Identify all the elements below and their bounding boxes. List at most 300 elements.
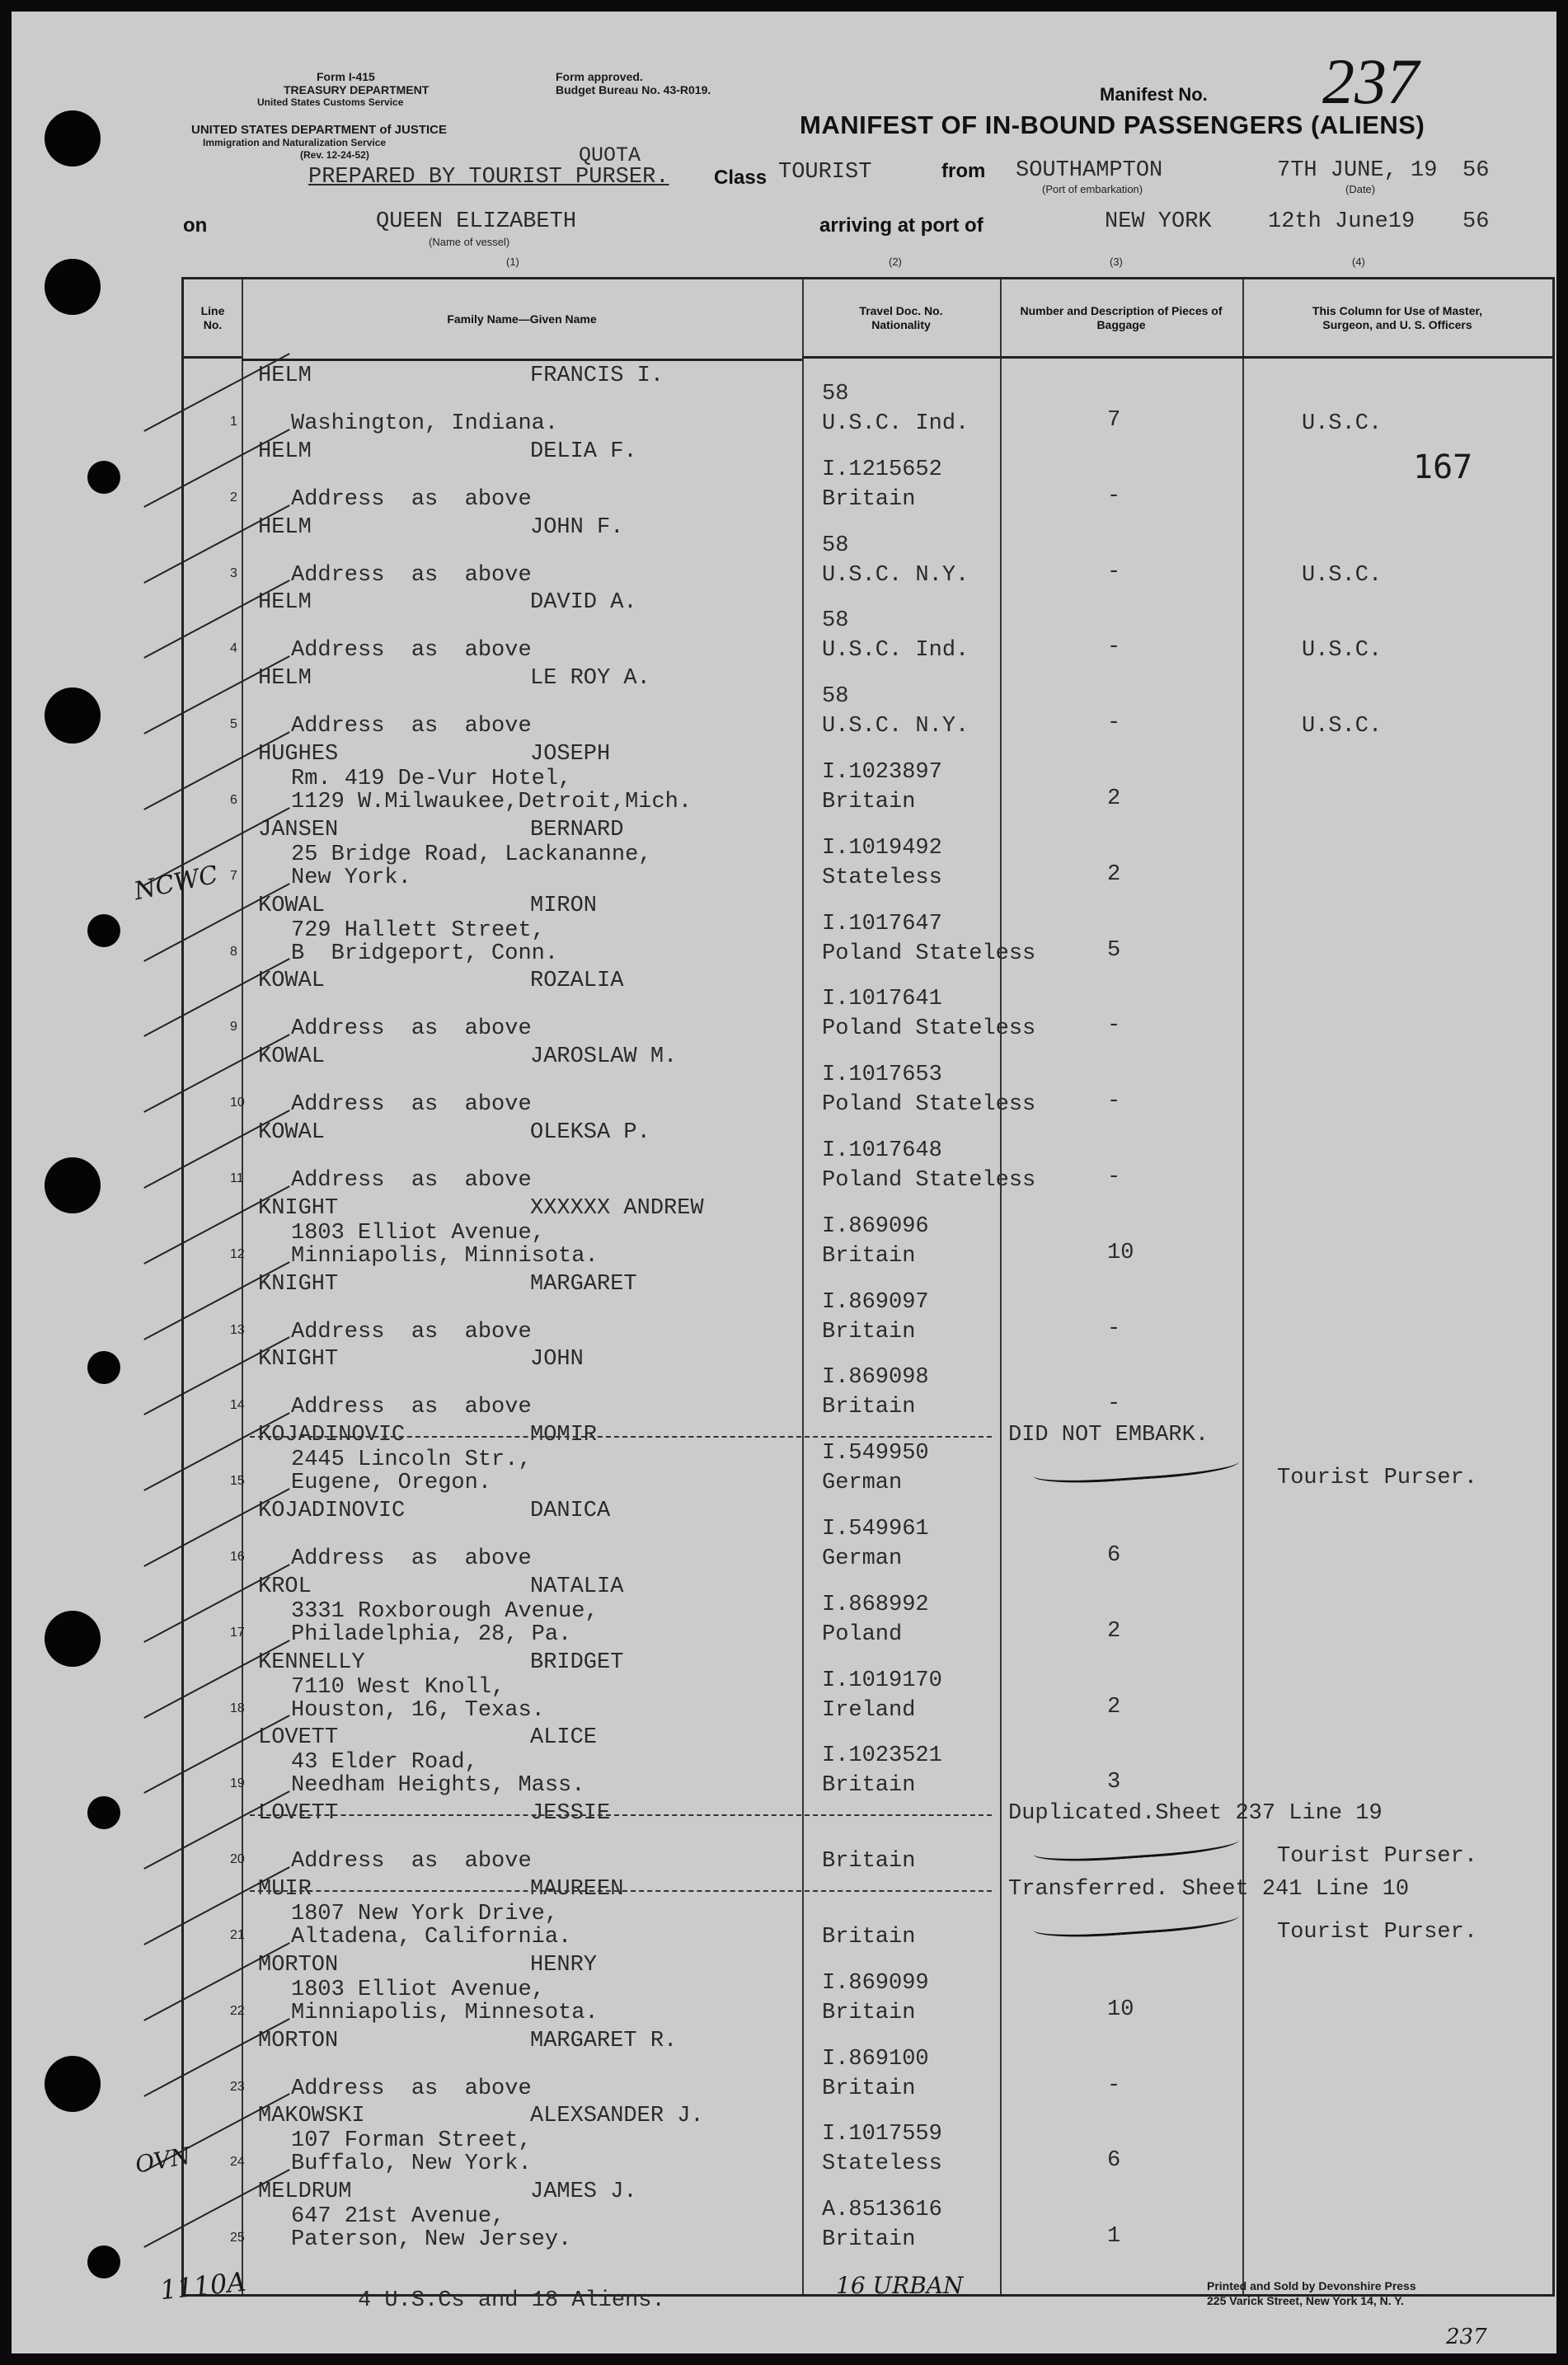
- travel-doc-number: 58: [822, 533, 849, 558]
- check-mark: [143, 731, 290, 810]
- form-number: Form I-415: [317, 70, 375, 83]
- line-number: 22: [230, 2003, 245, 2018]
- given-name: MIRON: [530, 893, 598, 918]
- family-name: KOWAL: [258, 1044, 326, 1070]
- baggage: -: [1107, 1165, 1121, 1190]
- address-line-1: 1803 Elliot Avenue,: [291, 1977, 545, 2002]
- address-line-2: Minniapolis, Minnisota.: [291, 1243, 599, 1269]
- travel-doc-number: I.1017647: [822, 911, 942, 936]
- address-line-2: B Bridgeport, Conn.: [291, 941, 559, 966]
- binder-hole: [87, 2245, 120, 2278]
- address-line-2: 1129 W.Milwaukee,Detroit,Mich.: [291, 790, 692, 814]
- given-name: BRIDGET: [530, 1649, 624, 1675]
- handwritten-ovn: OVN: [133, 2142, 193, 2179]
- family-name: HELM: [258, 666, 312, 692]
- table-row: [184, 587, 1552, 662]
- family-name: KOJADINOVIC: [258, 1499, 406, 1523]
- given-name: JOHN F.: [530, 514, 624, 540]
- line-number: 2: [230, 490, 237, 504]
- travel-doc-number: I.1019170: [822, 1668, 942, 1693]
- baggage: Transferred. Sheet 241 Line 10: [1008, 1877, 1410, 1902]
- table-row: [184, 1798, 1552, 1873]
- manifest-number: 237: [1322, 45, 1419, 117]
- arrival-port: NEW YORK: [1105, 209, 1212, 234]
- table-row: [184, 360, 1552, 435]
- family-name: HELM: [258, 364, 312, 388]
- nationality: Britain: [822, 2000, 916, 2025]
- baggage: -: [1107, 2072, 1121, 2098]
- check-mark: [143, 504, 290, 584]
- line-number: 6: [230, 793, 237, 807]
- given-name: JAMES J.: [530, 2180, 637, 2205]
- table-row: [184, 814, 1552, 889]
- col-num-3: (3): [1110, 256, 1123, 268]
- check-mark: [143, 1110, 290, 1189]
- address-line-1: 107 Forman Street,: [291, 2128, 532, 2154]
- customs-service: United States Customs Service: [257, 96, 404, 108]
- check-mark: [143, 1185, 290, 1265]
- baggage: -: [1107, 483, 1121, 509]
- port-embark-caption: (Port of embarkation): [1042, 183, 1143, 195]
- binder-hole: [45, 259, 101, 315]
- travel-doc-number: I.1215652: [822, 457, 942, 482]
- address-line-1: 25 Bridge Road, Lackananne,: [291, 842, 652, 867]
- table-row: [184, 1722, 1552, 1797]
- officer-note: U.S.C.: [1302, 714, 1383, 739]
- address-line-2: Address as above: [291, 1092, 532, 1118]
- nationality: Stateless: [822, 865, 942, 890]
- check-mark: [143, 2169, 290, 2248]
- given-name: ALEXSANDER J.: [530, 2104, 704, 2129]
- strike-line: [250, 1890, 992, 1892]
- family-name: MORTON: [258, 1952, 339, 1978]
- given-name: MARGARET R.: [530, 2028, 678, 2053]
- baggage: -: [1107, 1391, 1121, 1417]
- family-name: KOWAL: [258, 893, 326, 918]
- address-line-2: Houston, 16, Texas.: [291, 1697, 545, 1723]
- line-number: 9: [230, 1020, 237, 1035]
- line-number: 7: [230, 868, 237, 883]
- arrival-date: 12th June19: [1268, 209, 1415, 234]
- given-name: OLEKSA P.: [530, 1120, 650, 1145]
- baggage: 6: [1107, 1543, 1121, 1568]
- binder-hole: [45, 110, 101, 167]
- justice-dept: UNITED STATES DEPARTMENT of JUSTICE: [191, 123, 448, 137]
- nationality: Britain: [822, 1319, 916, 1344]
- address-line-2: Address as above: [291, 1849, 532, 1875]
- travel-doc-number: I.869098: [822, 1365, 929, 1391]
- given-name: MARGARET: [530, 1271, 637, 1297]
- address-line-2: Address as above: [291, 1319, 532, 1344]
- given-name: FRANCIS I.: [530, 364, 664, 388]
- address-line-2: Paterson, New Jersey.: [291, 2227, 572, 2253]
- from-label: from: [941, 160, 986, 182]
- line-number: 14: [230, 1398, 245, 1413]
- printer-line-2: 225 Varick Street, New York 14, N. Y.: [1207, 2294, 1404, 2307]
- given-name: JAROSLAW M.: [530, 1044, 678, 1070]
- handwritten-ncwc: NCWC: [131, 860, 221, 907]
- family-name: KNIGHT: [258, 1271, 339, 1297]
- address-line-1: 2445 Lincoln Str.,: [291, 1448, 532, 1473]
- baggage: 3: [1107, 1770, 1121, 1795]
- baggage: 6: [1107, 2148, 1121, 2174]
- baggage: DID NOT EMBARK.: [1008, 1423, 1209, 1448]
- address-line-2: Altadena, California.: [291, 1925, 572, 1950]
- baggage: -: [1107, 1013, 1121, 1039]
- nationality: Britain: [822, 1243, 916, 1269]
- check-mark: [143, 1488, 290, 1567]
- class-value: TOURIST: [778, 160, 872, 185]
- baggage: 7: [1107, 408, 1121, 433]
- officer-note: U.S.C.: [1302, 562, 1383, 588]
- given-name: ALICE: [530, 1725, 598, 1751]
- class-label: Class: [714, 167, 768, 189]
- nationality: German: [822, 1471, 903, 1496]
- table-row: [184, 1950, 1552, 2025]
- handwritten-footer-mid: 16 URBAN: [836, 2272, 964, 2299]
- baggage: 5: [1107, 937, 1121, 963]
- line-number: 5: [230, 717, 237, 732]
- vessel-name: QUEEN ELIZABETH: [376, 209, 577, 234]
- manifest-sheet: [12, 12, 1556, 2353]
- nationality: Stateless: [822, 2151, 942, 2177]
- given-name: MOMIR: [530, 1423, 598, 1448]
- family-name: KROL: [258, 1574, 312, 1599]
- baggage: -: [1107, 559, 1121, 584]
- summary-line: 4 U.S.Cs and 18 Aliens.: [358, 2288, 665, 2313]
- travel-doc-number: I.1017559: [822, 2122, 942, 2147]
- check-mark: [143, 1640, 290, 1719]
- binder-hole: [45, 1157, 101, 1213]
- officer-note: Tourist Purser.: [1277, 1920, 1478, 1945]
- header-baggage: Number and Description of Pieces of Baggage: [1000, 279, 1242, 359]
- family-name: MUIR: [258, 1877, 312, 1902]
- travel-doc-number: I.1023521: [822, 1743, 942, 1769]
- check-mark: [143, 353, 290, 432]
- nationality: Britain: [822, 1395, 916, 1420]
- arrival-year: 56: [1462, 209, 1490, 234]
- travel-doc-number: 58: [822, 608, 849, 634]
- family-name: HELM: [258, 590, 312, 616]
- family-name: KOJADINOVIC: [258, 1423, 406, 1448]
- officer-note: U.S.C.: [1302, 638, 1383, 664]
- family-name: JANSEN: [258, 817, 339, 842]
- header-travel-doc: Travel Doc. No. Nationality: [802, 279, 1000, 359]
- nationality: Britain: [822, 790, 916, 814]
- col-num-4: (4): [1352, 256, 1365, 268]
- binder-hole: [87, 1796, 120, 1829]
- travel-doc-number: I.869099: [822, 1970, 929, 1996]
- travel-doc-number: I.1017641: [822, 987, 942, 1012]
- baggage: 2: [1107, 786, 1121, 811]
- table-row: [184, 512, 1552, 587]
- travel-doc-number: 58: [822, 684, 849, 710]
- check-mark: [143, 429, 290, 508]
- address-line-2: Address as above: [291, 486, 532, 512]
- line-number: 12: [230, 1246, 245, 1261]
- handwritten-corner: 237: [1446, 2325, 1487, 2349]
- baggage: 2: [1107, 1694, 1121, 1720]
- baggage: 10: [1107, 1997, 1134, 2022]
- line-number: 15: [230, 1474, 245, 1489]
- family-name: KENNELLY: [258, 1649, 365, 1675]
- address-line-2: Minniapolis, Minnesota.: [291, 2000, 599, 2025]
- table-row: [184, 1117, 1552, 1192]
- date-caption: (Date): [1345, 183, 1376, 195]
- baggage: -: [1107, 1089, 1121, 1114]
- line-number: 18: [230, 1701, 245, 1715]
- prepared-by: PREPARED BY TOURIST PURSER.: [308, 165, 669, 190]
- baggage: 1: [1107, 2224, 1121, 2250]
- col-num-1: (1): [506, 256, 519, 268]
- given-name: MAUREEN: [530, 1877, 624, 1902]
- given-name: DAVID A.: [530, 590, 637, 616]
- table-row: [184, 1571, 1552, 1646]
- check-mark: [143, 959, 290, 1038]
- travel-doc-number: A.8513616: [822, 2198, 942, 2223]
- nationality: Poland Stateless: [822, 1092, 1036, 1118]
- address-line-2: Address as above: [291, 1395, 532, 1420]
- given-name: DELIA F.: [530, 439, 637, 464]
- given-name: JOSEPH: [530, 742, 611, 767]
- address-line-2: Address as above: [291, 1016, 532, 1042]
- travel-doc-number: I.1023897: [822, 760, 942, 785]
- address-line-2: Buffalo, New York.: [291, 2151, 532, 2177]
- travel-doc-number: I.549950: [822, 1441, 929, 1466]
- nationality: Poland Stateless: [822, 941, 1036, 966]
- table-row: [184, 1041, 1552, 1116]
- line-number: 17: [230, 1625, 245, 1640]
- header-name: Family Name—Given Name: [242, 279, 802, 361]
- address-line-2: New York.: [291, 865, 411, 890]
- address-line-2: Address as above: [291, 562, 532, 588]
- check-mark: [143, 1337, 290, 1416]
- address-line-2: Needham Heights, Mass.: [291, 1773, 585, 1799]
- purser-signature: [1032, 1899, 1240, 1940]
- address-line-1: 1803 Elliot Avenue,: [291, 1220, 545, 1246]
- table-row: [184, 2025, 1552, 2100]
- baggage: -: [1107, 711, 1121, 736]
- check-mark: [143, 1942, 290, 2021]
- purser-signature: [1032, 1824, 1240, 1865]
- table-row: [184, 739, 1552, 814]
- col-num-2: (2): [889, 256, 902, 268]
- family-name: LOVETT: [258, 1725, 339, 1751]
- passenger-table: [181, 277, 1555, 2297]
- address-line-2: Address as above: [291, 714, 532, 739]
- address-line-1: 3331 Roxborough Avenue,: [291, 1598, 599, 1624]
- strike-line: [250, 1814, 992, 1816]
- handwritten-167: 167: [1413, 448, 1473, 486]
- address-line-2: Address as above: [291, 2076, 532, 2101]
- table-row: [184, 2176, 1552, 2251]
- treasury-dept: TREASURY DEPARTMENT: [284, 83, 430, 96]
- given-name: HENRY: [530, 1952, 598, 1978]
- baggage: 2: [1107, 1618, 1121, 1644]
- binder-hole: [45, 2056, 101, 2112]
- nationality: German: [822, 1546, 903, 1571]
- table-row: [184, 1419, 1552, 1495]
- travel-doc-number: I.868992: [822, 1592, 929, 1617]
- family-name: HELM: [258, 514, 312, 540]
- check-mark: [143, 1034, 290, 1113]
- given-name: JESSIE: [530, 1801, 611, 1827]
- binder-hole: [87, 1351, 120, 1384]
- table-row: [184, 436, 1552, 511]
- nationality: Poland Stateless: [822, 1016, 1036, 1042]
- purser-signature: [1032, 1446, 1240, 1487]
- given-name: NATALIA: [530, 1574, 624, 1599]
- address-line-2: Washington, Indiana.: [291, 411, 559, 436]
- travel-doc-number: I.1019492: [822, 835, 942, 861]
- table-row: [184, 1495, 1552, 1570]
- nationality: Ireland: [822, 1697, 916, 1723]
- binder-hole: [45, 1611, 101, 1667]
- vessel-caption: (Name of vessel): [429, 236, 510, 248]
- address-line-2: Eugene, Oregon.: [291, 1471, 492, 1496]
- nationality: U.S.C. N.Y.: [822, 714, 969, 739]
- table-row: [184, 1344, 1552, 1419]
- check-mark: [143, 655, 290, 734]
- officer-note: U.S.C.: [1302, 411, 1383, 436]
- on-label: on: [183, 214, 208, 237]
- nationality: Britain: [822, 1849, 916, 1875]
- family-name: KNIGHT: [258, 1195, 339, 1221]
- manifest-number-label: Manifest No.: [1100, 84, 1208, 105]
- table-row: [184, 1269, 1552, 1344]
- check-mark: [143, 580, 290, 659]
- binder-hole: [45, 687, 101, 744]
- officer-note: Tourist Purser.: [1277, 1844, 1478, 1870]
- ins-service: Immigration and Naturalization Service: [203, 137, 387, 148]
- from-value: SOUTHAMPTON: [1016, 158, 1163, 183]
- officer-note: Tourist Purser.: [1277, 1466, 1478, 1491]
- nationality: Poland Stateless: [822, 1168, 1036, 1193]
- address-line-2: Address as above: [291, 638, 532, 664]
- address-line-1: Rm. 419 De-Vur Hotel,: [291, 767, 572, 791]
- line-number: 10: [230, 1096, 245, 1110]
- quota-label: QUOTA: [579, 143, 641, 167]
- table-row: [184, 890, 1552, 965]
- nationality: Britain: [822, 486, 916, 512]
- budget-bureau: Budget Bureau No. 43-R019.: [556, 83, 711, 96]
- date-year: 56: [1462, 158, 1490, 183]
- arriving-label: arriving at port of: [819, 214, 984, 237]
- family-name: KNIGHT: [258, 1347, 339, 1373]
- nationality: U.S.C. Ind.: [822, 638, 969, 664]
- check-mark: [143, 1790, 290, 1870]
- address-line-1: 647 21st Avenue,: [291, 2204, 505, 2230]
- family-name: MAKOWSKI: [258, 2104, 365, 2129]
- line-number: 25: [230, 2231, 245, 2245]
- baggage: 10: [1107, 1240, 1134, 1265]
- line-number: 23: [230, 2079, 245, 2094]
- nationality: Britain: [822, 2227, 916, 2253]
- line-number: 13: [230, 1322, 245, 1337]
- nationality: Britain: [822, 1925, 916, 1950]
- manifest-title: MANIFEST OF IN-BOUND PASSENGERS (ALIENS): [800, 110, 1425, 139]
- family-name: MELDRUM: [258, 2180, 352, 2205]
- given-name: JOHN: [530, 1347, 584, 1373]
- family-name: KOWAL: [258, 1120, 326, 1145]
- baggage: 2: [1107, 861, 1121, 887]
- travel-doc-number: I.869097: [822, 1289, 929, 1315]
- check-mark: [143, 1564, 290, 1643]
- check-mark: [143, 2018, 290, 2097]
- given-name: ROZALIA: [530, 969, 624, 994]
- given-name: XXXXXX ANDREW: [530, 1195, 704, 1221]
- binder-hole: [87, 914, 120, 947]
- table-row: [184, 1193, 1552, 1268]
- date-value: 7TH JUNE, 19: [1277, 158, 1438, 183]
- line-number: 21: [230, 1928, 245, 1942]
- address-line-1: 43 Elder Road,: [291, 1750, 478, 1776]
- address-line-1: 1807 New York Drive,: [291, 1902, 559, 1926]
- check-mark: [143, 1715, 290, 1795]
- line-number: 1: [230, 415, 237, 429]
- family-name: LOVETT: [258, 1801, 339, 1827]
- address-line-2: Address as above: [291, 1546, 532, 1571]
- address-line-1: 7110 West Knoll,: [291, 1674, 505, 1700]
- travel-doc-number: I.869100: [822, 2046, 929, 2072]
- travel-doc-number: I.1017653: [822, 1063, 942, 1088]
- header-officers: This Column for Use of Master, Surgeon, and U. S. Officers: [1242, 279, 1552, 359]
- line-number: 24: [230, 2155, 245, 2170]
- baggage: Duplicated.Sheet 237 Line 19: [1008, 1801, 1383, 1827]
- line-number: 8: [230, 944, 237, 959]
- address-line-1: 729 Hallett Street,: [291, 917, 545, 943]
- strike-line: [250, 1436, 992, 1438]
- travel-doc-number: I.1017648: [822, 1138, 942, 1163]
- nationality: Poland: [822, 1621, 903, 1647]
- address-line-2: Philadelphia, 28, Pa.: [291, 1621, 572, 1647]
- table-row: [184, 965, 1552, 1040]
- table-row: [184, 1647, 1552, 1722]
- family-name: HELM: [258, 439, 312, 464]
- binder-hole: [87, 461, 120, 494]
- address-line-2: Address as above: [291, 1168, 532, 1193]
- travel-doc-number: 58: [822, 382, 849, 406]
- form-approved: Form approved.: [556, 70, 643, 83]
- line-number: 4: [230, 641, 237, 656]
- line-number: 3: [230, 565, 237, 580]
- nationality: Britain: [822, 2076, 916, 2101]
- family-name: KOWAL: [258, 969, 326, 994]
- line-number: 16: [230, 1550, 245, 1564]
- check-mark: [143, 1261, 290, 1340]
- given-name: BERNARD: [530, 817, 624, 842]
- handwritten-footer-left: 1110A: [158, 2265, 248, 2306]
- baggage: -: [1107, 635, 1121, 660]
- travel-doc-number: I.869096: [822, 1213, 929, 1239]
- line-number: 11: [230, 1171, 244, 1185]
- check-mark: [143, 1412, 290, 1491]
- table-row: [184, 2100, 1552, 2175]
- family-name: HUGHES: [258, 742, 339, 767]
- line-number: 20: [230, 1852, 245, 1867]
- family-name: MORTON: [258, 2028, 339, 2053]
- travel-doc-number: I.549961: [822, 1517, 929, 1541]
- form-revision: (Rev. 12-24-52): [300, 149, 369, 161]
- check-mark: [143, 1866, 290, 1945]
- table-row: [184, 1874, 1552, 1949]
- nationality: U.S.C. N.Y.: [822, 562, 969, 588]
- nationality: U.S.C. Ind.: [822, 411, 969, 436]
- baggage: -: [1107, 1316, 1121, 1341]
- nationality: Britain: [822, 1773, 916, 1799]
- header-line-no: Line No.: [184, 279, 242, 359]
- table-row: [184, 663, 1552, 738]
